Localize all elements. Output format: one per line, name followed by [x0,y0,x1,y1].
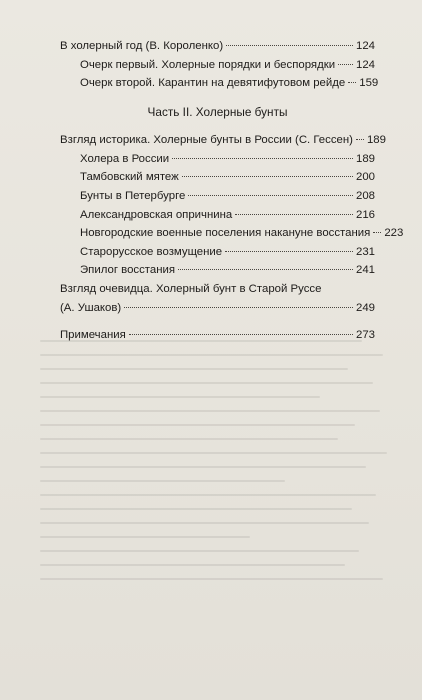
toc-entry[interactable] [60,58,375,73]
toc-entry[interactable] [60,245,375,260]
toc-entry-title: (А. Ушаков) [60,301,122,314]
toc-entry-page: 200 [355,171,375,184]
dot-leader [182,176,353,177]
spacer [60,319,375,328]
toc-entry-title: Очерк второй. Карантин на девятифутовом рейде [80,77,346,90]
toc-entry[interactable] [60,170,375,185]
toc-entry[interactable] [60,76,379,91]
toc-entry-page: 216 [355,208,375,221]
table-of-contents [60,39,404,347]
section-heading-part-2: Часть II. Холерные бунты [147,104,288,119]
toc-entry-page: 159 [359,77,379,90]
toc-entry[interactable] [60,263,375,278]
toc-entry-title: Александровская опричнина [80,208,233,221]
dot-leader [356,139,364,140]
toc-entry-title: Староруcское возмущение [80,245,223,258]
dot-leader [373,232,381,233]
toc-entry-page: 124 [355,40,375,52]
toc-entry[interactable] [60,152,375,167]
toc-entry-eyewitness[interactable] [60,301,375,316]
dot-leader [178,269,353,270]
toc-entry-page: 208 [355,189,375,202]
dot-leader [226,45,353,46]
toc-entry-page: 241 [355,264,375,277]
toc-entry-page: 189 [366,134,386,147]
toc-entry-title: Холера в России [80,152,170,165]
toc-entry-title: Очерк первый. Холерные порядки и беспорядки [80,58,336,71]
dot-leader [348,82,356,83]
toc-entry[interactable] [60,208,375,223]
toc-entry-page: 189 [355,152,375,165]
toc-entry-title: Бунты в Петербурге [80,189,186,202]
toc-entry[interactable] [60,226,404,241]
dot-leader [129,334,353,335]
toc-entry[interactable] [60,133,386,148]
toc-entry-title: Тамбовский мятеж [80,171,179,184]
toc-entry-page: 231 [355,245,375,258]
dot-leader [124,307,353,308]
toc-entry-page: 223 [384,227,404,240]
toc-entry-notes[interactable] [60,328,375,343]
toc-entry[interactable] [60,189,375,204]
dot-leader [338,64,353,65]
toc-entry-eyewitness-line1[interactable]: Взгляд очевидца. Холерный бунт в Старой Руссе [60,282,322,295]
toc-entry[interactable] [60,39,375,54]
toc-entry-title: Новгородские военные поселения накануне восстания [80,227,371,240]
toc-entry-page: 249 [355,301,375,314]
toc-entry-page: 124 [355,58,375,71]
toc-entry-title: Эпилог восстания [80,264,176,277]
toc-entry-title: Взгляд историка. Холерные бунты в России (С. Гессен) [60,134,353,147]
toc-entry-title: Примечания [60,329,126,342]
dot-leader [235,214,353,215]
toc-entry-page: 273 [355,329,375,342]
toc-entry-title: В холерный год (В. Короленко) [60,40,224,52]
dot-leader [188,195,353,196]
bleed-through-texture [40,340,390,660]
dot-leader [172,158,353,159]
dot-leader [225,251,353,252]
